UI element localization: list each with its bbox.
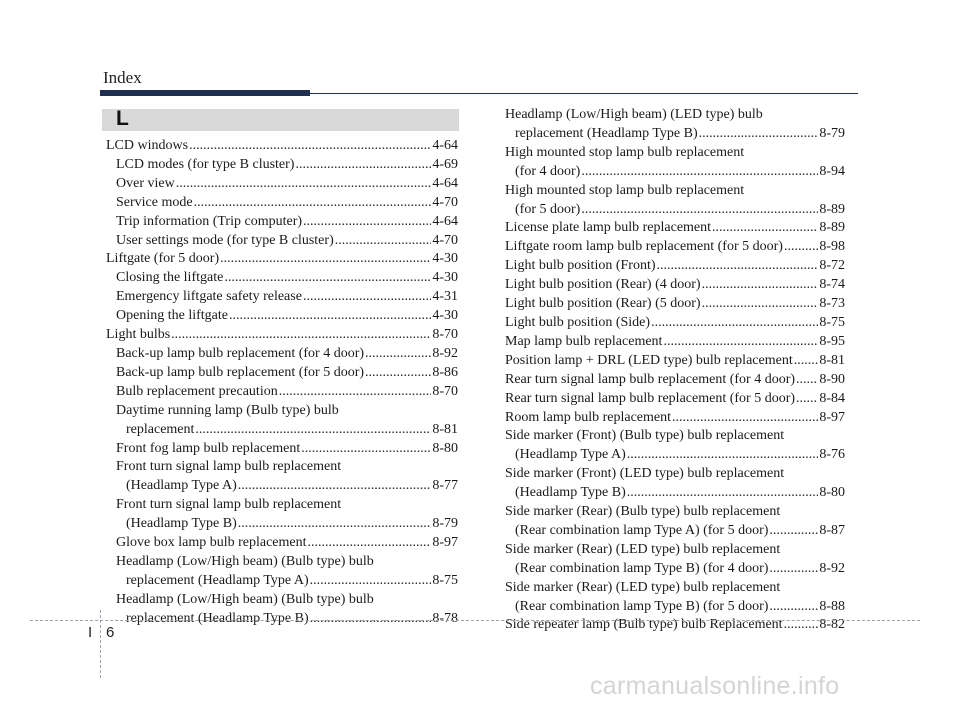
- index-entry: [106, 364, 458, 383]
- index-entry: [505, 465, 845, 484]
- index-entry-text: Light bulb position (Rear) (4 door): [505, 277, 701, 293]
- index-entry-text: (Rear combination lamp Type B) (for 4 door): [515, 560, 769, 576]
- header-rule-thin: [310, 93, 858, 94]
- index-entry-page: 8-82: [819, 617, 845, 633]
- index-entry-leader: [581, 201, 818, 220]
- index-entry-leader: [365, 364, 431, 383]
- index-entry: [106, 534, 458, 553]
- index-entry: [505, 484, 845, 503]
- index-entry-page: 8-97: [819, 409, 845, 425]
- index-entry-text: Service mode: [116, 194, 193, 210]
- index-entry: [505, 409, 845, 428]
- index-entry-text: replacement (Headlamp Type A): [126, 572, 309, 588]
- index-entry-leader: [335, 232, 432, 251]
- index-entry: [106, 402, 458, 421]
- index-entry-text: (Rear combination lamp Type B) (for 5 door): [515, 598, 769, 614]
- index-entry: [505, 371, 845, 390]
- index-entry-text: replacement: [126, 421, 195, 437]
- index-entry: [505, 522, 845, 541]
- index-entry-leader: [796, 390, 818, 409]
- index-entry-page: 8-77: [432, 478, 458, 494]
- index-entry-text: High mounted stop lamp bulb replacement: [505, 144, 745, 160]
- index-entry-page: 8-78: [432, 610, 458, 626]
- index-entry-leader: [657, 257, 819, 276]
- index-entry-text: (Rear combination lamp Type A) (for 5 door): [515, 522, 769, 538]
- index-entry-page: 8-95: [819, 333, 845, 349]
- footer-dashed-rule: [30, 620, 920, 621]
- index-entry-page: 4-30: [432, 308, 458, 324]
- index-entry-leader: [310, 572, 432, 591]
- index-entry: [505, 333, 845, 352]
- index-entry: [106, 213, 458, 232]
- index-entry-text: Over view: [116, 175, 175, 191]
- index-entry-page: 4-69: [432, 156, 458, 172]
- index-entry-text: Daytime running lamp (Bulb type) bulb: [116, 402, 339, 418]
- index-entry-leader: [224, 269, 431, 288]
- index-entry: [505, 352, 845, 371]
- index-entry-leader: [581, 163, 818, 182]
- index-entry-leader: [769, 522, 818, 541]
- index-entry-page: 4-31: [432, 289, 458, 305]
- watermark: carmanualsonline.info: [590, 672, 840, 700]
- index-entry-page: 8-92: [819, 560, 845, 576]
- index-entry: [505, 106, 845, 125]
- footer-page-number: 6: [106, 624, 115, 641]
- index-entry-text: Rear turn signal lamp bulb replacement (for 4 door): [505, 371, 796, 387]
- index-entry-text: Emergency liftgate safety release: [116, 289, 302, 305]
- index-entry: [106, 477, 458, 496]
- index-entry: [505, 182, 845, 201]
- index-entry-text: Light bulb position (Front): [505, 258, 656, 274]
- index-entry-text: Liftgate (for 5 door): [106, 251, 220, 267]
- index-entry-page: 8-76: [819, 447, 845, 463]
- index-entry: [505, 427, 845, 446]
- index-entry-page: 8-81: [432, 421, 458, 437]
- index-entry: [106, 515, 458, 534]
- index-entry-page: 4-70: [432, 194, 458, 210]
- index-entry: [505, 503, 845, 522]
- index-entry-leader: [769, 560, 818, 579]
- index-entry-text: Closing the liftgate: [116, 270, 224, 286]
- index-entry: [505, 257, 845, 276]
- index-entry-leader: [238, 515, 432, 534]
- index-entry: [505, 314, 845, 333]
- index-entry-page: 8-72: [819, 258, 845, 274]
- index-entry-text: LCD windows: [106, 138, 189, 153]
- index-entry-leader: [796, 371, 818, 390]
- index-entry-page: 8-86: [432, 364, 458, 380]
- index-entry-text: Room lamp bulb replacement: [505, 409, 672, 425]
- index-entry-page: 8-70: [432, 383, 458, 399]
- index-entry: [505, 446, 845, 465]
- index-entry-text: (for 5 door): [515, 201, 581, 217]
- index-entry-page: 8-88: [819, 598, 845, 614]
- index-entry: [505, 144, 845, 163]
- index-entry: [106, 156, 458, 175]
- index-entry: [106, 250, 458, 269]
- index-entry-page: 8-80: [432, 440, 458, 456]
- index-entry-leader: [784, 238, 818, 257]
- index-entry-text: High mounted stop lamp bulb replacement: [505, 182, 745, 198]
- index-entry-page: 8-80: [819, 485, 845, 501]
- index-entry: [106, 421, 458, 440]
- index-entry: [106, 345, 458, 364]
- index-entry: [106, 496, 458, 515]
- footer-vertical-dashed-rule: [100, 610, 101, 678]
- index-entry-leader: [672, 409, 818, 428]
- index-entry-leader: [295, 156, 431, 175]
- index-entry-page: 4-30: [432, 251, 458, 267]
- index-entry-page: 8-90: [819, 371, 845, 387]
- index-entry: [505, 201, 845, 220]
- index-entry-text: Trip information (Trip computer): [116, 213, 303, 229]
- index-entry: [505, 125, 845, 144]
- index-entry-leader: [279, 383, 432, 402]
- index-entry-text: Back-up lamp bulb replacement (for 5 door): [116, 364, 365, 380]
- index-entry-text: replacement (Headlamp Type B): [515, 125, 698, 141]
- index-entry: [106, 194, 458, 213]
- index-entry: [505, 390, 845, 409]
- index-entry: [505, 579, 845, 598]
- index-entry-text: (for 4 door): [515, 163, 581, 179]
- index-entry-text: Light bulb position (Side): [505, 314, 651, 330]
- index-entry: [505, 560, 845, 579]
- index-entry: [106, 307, 458, 326]
- index-entry-page: 8-75: [432, 572, 458, 588]
- index-entry-text: (Headlamp Type A): [515, 447, 626, 463]
- index-column-left: [106, 137, 458, 629]
- index-entry-text: Bulb replacement precaution: [116, 383, 278, 399]
- header-rule-thick: [100, 90, 310, 96]
- index-entry-page: 8-94: [819, 163, 845, 179]
- index-entry-leader: [651, 314, 818, 333]
- index-entry-text: Side marker (Front) (LED type) bulb replacement: [505, 466, 785, 482]
- index-entry: [106, 232, 458, 251]
- index-entry-leader: [303, 288, 431, 307]
- index-entry: [505, 163, 845, 182]
- index-entry-page: 8-73: [819, 296, 845, 312]
- index-entry-text: Glove box lamp bulb replacement: [116, 535, 307, 551]
- index-entry-text: (Headlamp Type A): [126, 478, 237, 494]
- index-entry-page: 8-98: [819, 239, 845, 255]
- index-entry-leader: [308, 534, 432, 553]
- index-entry-page: 4-30: [432, 270, 458, 286]
- index-entry-text: Headlamp (Low/High beam) (Bulb type) bulb: [116, 591, 374, 607]
- index-entry-page: 8-87: [819, 522, 845, 538]
- index-entry-text: replacement (Headlamp Type B): [126, 610, 309, 626]
- index-entry-leader: [238, 477, 432, 496]
- index-entry-leader: [365, 345, 431, 364]
- index-entry-text: Back-up lamp bulb replacement (for 4 door): [116, 345, 365, 361]
- index-entry: [106, 553, 458, 572]
- section-letter: L: [116, 107, 129, 130]
- index-entry-text: Side marker (Rear) (Bulb type) bulb replacement: [505, 504, 781, 520]
- index-entry-page: 8-89: [819, 201, 845, 217]
- index-entry-leader: [303, 213, 431, 232]
- index-entry-page: 8-92: [432, 345, 458, 361]
- footer-section-letter: I: [88, 624, 93, 641]
- index-entry-page: 4-64: [432, 213, 458, 229]
- index-entry-page: 8-74: [819, 277, 845, 293]
- index-entry-page: 8-89: [819, 220, 845, 236]
- index-entry-leader: [301, 440, 431, 459]
- index-entry: [106, 175, 458, 194]
- index-entry-text: License plate lamp bulb replacement: [505, 220, 712, 236]
- index-entry: [106, 269, 458, 288]
- index-entry-text: Rear turn signal lamp bulb replacement (for 5 door): [505, 390, 796, 406]
- index-entry: [106, 591, 458, 610]
- index-entry-leader: [627, 446, 819, 465]
- index-entry-text: User settings mode (for type B cluster): [116, 232, 334, 248]
- index-entry-leader: [176, 175, 432, 194]
- index-entry: [106, 288, 458, 307]
- index-entry-page: 8-84: [819, 390, 845, 406]
- index-entry-page: 8-79: [819, 125, 845, 141]
- index-entry-leader: [769, 598, 818, 617]
- index-entry-leader: [171, 326, 431, 345]
- index-entry-text: LCD modes (for type B cluster): [116, 156, 295, 172]
- index-entry-text: Position lamp + DRL (LED type) bulb replacement: [505, 352, 793, 368]
- index-entry-text: (Headlamp Type B): [515, 485, 626, 501]
- index-entry-text: Side marker (Rear) (LED type) bulb replacement: [505, 579, 781, 595]
- index-entry: [106, 458, 458, 477]
- index-entry: [505, 238, 845, 257]
- index-entry-page: 8-70: [432, 327, 458, 343]
- index-entry-leader: [663, 333, 818, 352]
- index-entry: [505, 219, 845, 238]
- index-entry-text: Map lamp bulb replacement: [505, 333, 663, 349]
- index-entry-leader: [712, 219, 818, 238]
- index-entry: [106, 440, 458, 459]
- index-column-right: [505, 106, 845, 635]
- index-entry-text: Side repeater lamp (Bulb type) bulb Replacement: [505, 617, 783, 633]
- index-entry: [106, 383, 458, 402]
- index-entry-page: 4-70: [432, 232, 458, 248]
- index-entry: [106, 137, 458, 156]
- index-entry-text: (Headlamp Type B): [126, 516, 237, 532]
- index-entry: [106, 326, 458, 345]
- index-entry: [505, 276, 845, 295]
- index-entry-leader: [220, 250, 431, 269]
- index-entry-page: 4-64: [432, 138, 458, 153]
- index-entry-leader: [189, 137, 431, 156]
- index-entry-text: Side marker (Rear) (LED type) bulb replacement: [505, 541, 781, 557]
- index-entry: [505, 598, 845, 617]
- index-entry-text: Headlamp (Low/High beam) (LED type) bulb: [505, 107, 763, 122]
- index-entry-text: Light bulb position (Rear) (5 door): [505, 296, 701, 312]
- index-entry: [505, 541, 845, 560]
- index-entry-text: Liftgate room lamp bulb replacement (for 5 door): [505, 239, 783, 255]
- index-entry-leader: [627, 484, 819, 503]
- index-entry: [106, 572, 458, 591]
- index-entry-leader: [794, 352, 819, 371]
- index-entry-page: 8-79: [432, 516, 458, 532]
- index-entry-page: 8-81: [819, 352, 845, 368]
- index-entry-leader: [194, 194, 432, 213]
- index-entry-text: Headlamp (Low/High beam) (Bulb type) bulb: [116, 553, 374, 569]
- section-letter-box: [102, 109, 459, 131]
- page-header-title: Index: [103, 68, 142, 87]
- index-entry-page: 4-64: [432, 175, 458, 191]
- index-entry-text: Front fog lamp bulb replacement: [116, 440, 301, 456]
- index-entry-page: 8-75: [819, 314, 845, 330]
- index-entry-text: Front turn signal lamp bulb replacement: [116, 459, 342, 475]
- index-entry-leader: [702, 276, 819, 295]
- index-entry-text: Opening the liftgate: [116, 308, 228, 324]
- index-entry-leader: [699, 125, 819, 144]
- index-entry-leader: [195, 421, 431, 440]
- index-entry: [505, 295, 845, 314]
- index-entry-text: Side marker (Front) (Bulb type) bulb replacement: [505, 428, 785, 444]
- index-entry-text: Light bulbs: [106, 327, 171, 343]
- index-entry-text: Front turn signal lamp bulb replacement: [116, 497, 342, 513]
- index-entry-page: 8-97: [432, 535, 458, 551]
- index-entry-leader: [702, 295, 819, 314]
- index-entry-leader: [229, 307, 431, 326]
